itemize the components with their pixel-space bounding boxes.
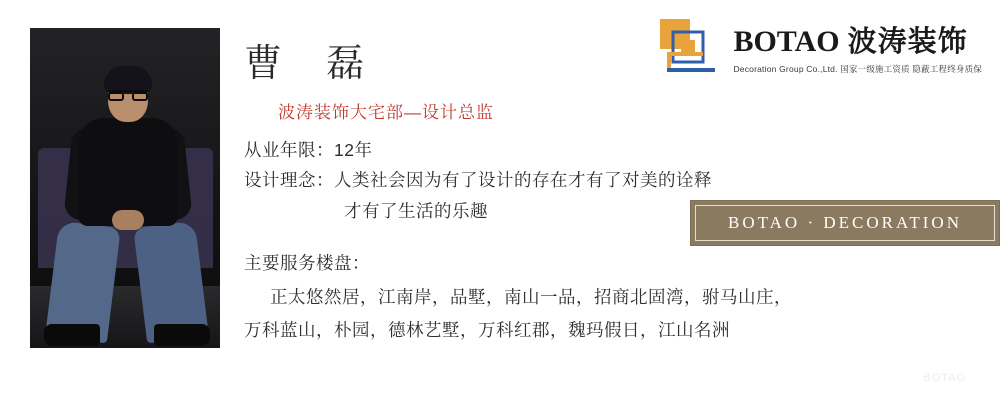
- logo-name-cn: 波涛装饰: [847, 26, 968, 58]
- philosophy-line-2: 才有了生活的乐趣: [344, 200, 488, 221]
- experience-line: 从业年限：12年: [244, 139, 373, 160]
- logo-subtitle: Decoration Group Co.,Ltd. 国家一级施工资质 隐蔽工程终身质保: [733, 64, 982, 74]
- designer-name: 曹 磊: [244, 41, 381, 85]
- services-heading: 主要服务楼盘：: [244, 253, 370, 274]
- portrait-hands: [112, 210, 144, 230]
- logo-name-en: BOTAO: [733, 25, 840, 58]
- designer-portrait: [30, 28, 220, 348]
- designer-info-block: [244, 40, 944, 346]
- watermark: BOTAO: [923, 372, 966, 384]
- philosophy-line-1: 设计理念：人类社会因为有了设计的存在才有了对美的诠释: [244, 170, 712, 191]
- brand-strip: [690, 200, 1000, 246]
- portrait-shoe-right: [154, 324, 210, 346]
- estates-line-2: 万科蓝山，朴园，德林艺墅，万科红郡，魏玛假日，江山名洲: [244, 319, 730, 340]
- botao-square-logo-icon: [659, 18, 721, 76]
- logo-name-row: [733, 19, 982, 60]
- designer-title: 波涛装饰大宅部—设计总监: [278, 102, 494, 122]
- brand-strip-text: BOTAO · DECORATION: [695, 205, 995, 241]
- glasses-icon: [108, 90, 148, 99]
- logo-text-block: [733, 19, 982, 75]
- portrait-shoe-left: [44, 324, 100, 346]
- company-logo: [659, 18, 982, 76]
- estates-line-1: 正太悠然居，江南岸，品墅，南山一品，招商北固湾，驸马山庄，: [270, 287, 792, 308]
